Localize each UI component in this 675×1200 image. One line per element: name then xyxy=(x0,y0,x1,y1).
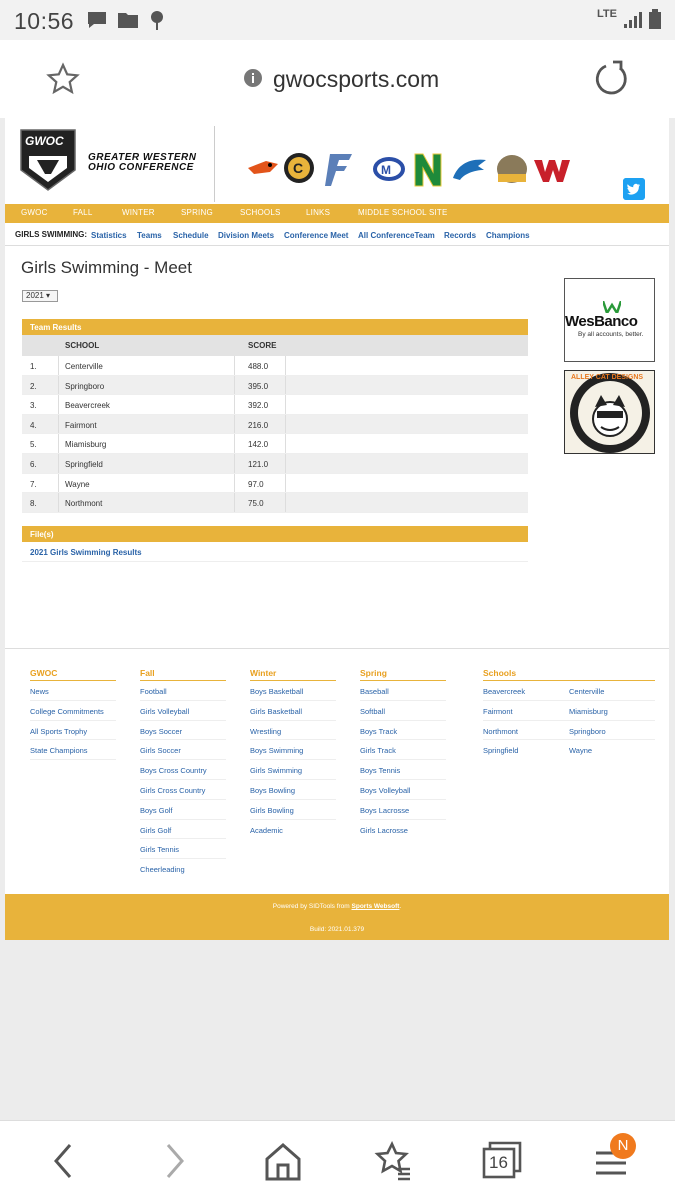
row-school: Fairmont xyxy=(65,420,97,430)
row-school: Miamisburg xyxy=(65,440,107,450)
row-rank: 3. xyxy=(30,401,37,411)
footer-link[interactable]: Girls Lacrosse xyxy=(360,825,408,835)
footer-link[interactable]: Girls Basketball xyxy=(250,701,336,721)
alley-cat-text: ALLEY CAT DESIGNS xyxy=(571,374,644,381)
subnav-teams[interactable]: Teams xyxy=(137,231,162,240)
table-row xyxy=(22,454,528,474)
miamisburg-logo-icon[interactable] xyxy=(373,157,405,181)
subnav-label: GIRLS SWIMMING: xyxy=(15,230,87,239)
conference-line1: GREATER WESTERN xyxy=(88,152,197,163)
springfield-logo-icon[interactable] xyxy=(497,155,527,183)
table-row xyxy=(22,474,528,494)
table-row xyxy=(22,356,528,376)
footer-heading: Winter xyxy=(250,668,336,681)
footer-link[interactable]: Springfield xyxy=(483,746,519,756)
wayne-logo-icon[interactable] xyxy=(534,160,570,182)
footer-link[interactable]: Boys Lacrosse xyxy=(360,800,446,820)
alley-cat-designs-ad[interactable] xyxy=(564,370,655,454)
footer-link[interactable]: Boys Tennis xyxy=(360,760,446,780)
row-rank: 1. xyxy=(30,362,37,371)
footer-heading: Schools xyxy=(483,668,655,681)
school-logos-row xyxy=(248,152,578,188)
row-school: Springboro xyxy=(65,381,105,391)
row-school: Wayne xyxy=(65,479,90,489)
page-title: Girls Swimming - Meet xyxy=(21,258,192,277)
footer-col-gwoc xyxy=(30,668,116,760)
files-header: File(s) xyxy=(22,526,528,542)
row-score: 97.0 xyxy=(248,479,264,489)
files-section xyxy=(22,526,528,562)
row-score: 75.0 xyxy=(248,499,264,509)
row-school: Centerville xyxy=(65,362,103,371)
subnav-records[interactable]: Records xyxy=(444,231,477,240)
row-score: 488.0 xyxy=(248,362,269,371)
springboro-logo-icon[interactable] xyxy=(453,160,486,180)
wesbanco-name: WesBanco xyxy=(565,313,638,330)
battery-icon xyxy=(648,8,662,30)
browser-url-bar xyxy=(0,40,675,118)
gwoc-logo[interactable] xyxy=(19,128,77,192)
row-school: Springfield xyxy=(65,459,103,469)
beavercreek-logo-icon[interactable] xyxy=(248,161,278,174)
footer-link[interactable]: All Sports Trophy xyxy=(30,721,116,741)
centerville-logo-icon[interactable] xyxy=(284,153,314,183)
subnav-statistics[interactable]: Statistics xyxy=(91,231,127,240)
table-row xyxy=(22,376,528,396)
row-rank: 7. xyxy=(30,479,37,489)
powered-by: Powered by SIDTools from Sports Websoft. xyxy=(272,903,402,910)
nav-fall[interactable]: FALL xyxy=(73,208,93,217)
footer-link[interactable]: Girls Volleyball xyxy=(140,701,226,721)
footer-link[interactable]: College Commitments xyxy=(30,701,116,721)
footer-link[interactable]: Springboro xyxy=(569,721,655,741)
col-school: SCHOOL xyxy=(65,341,100,350)
logo-text: GWOC xyxy=(25,134,64,148)
subnav-conference-meet[interactable]: Conference Meet xyxy=(284,231,349,240)
footer-link[interactable]: Boys Track xyxy=(360,721,446,741)
footer-link[interactable]: Boys Soccer xyxy=(140,721,226,741)
row-score: 142.0 xyxy=(248,440,269,450)
team-results-header: Team Results xyxy=(22,319,528,335)
table-row xyxy=(22,395,528,415)
footer-link[interactable]: Girls Track xyxy=(360,740,446,760)
year-select[interactable]: 2021 ▾ xyxy=(22,290,58,302)
footer-col-schools xyxy=(483,668,655,756)
powered-prefix: Powered by SIDTools from xyxy=(272,903,352,910)
footer-heading: GWOC xyxy=(30,668,116,681)
subnav-division-meets[interactable]: Division Meets xyxy=(218,231,275,240)
row-rank: 6. xyxy=(30,459,37,469)
row-rank: 4. xyxy=(30,420,37,430)
footer-link[interactable]: Boys Volleyball xyxy=(360,780,446,800)
table-header-row xyxy=(22,335,528,356)
nav-gwoc[interactable]: GWOC xyxy=(21,208,48,217)
site-footer xyxy=(5,894,669,940)
schools-left-col xyxy=(483,681,569,760)
row-school: Northmont xyxy=(65,499,103,509)
status-bar xyxy=(0,0,675,40)
table-row xyxy=(22,493,528,513)
location-icon xyxy=(149,10,165,32)
wesbanco-mark-icon xyxy=(603,301,621,313)
footer-divider xyxy=(5,648,669,649)
footer-link[interactable]: Academic xyxy=(250,825,283,835)
bookmark-star-icon[interactable] xyxy=(46,62,80,96)
footer-link[interactable]: Boys Golf xyxy=(140,800,226,820)
footer-col-spring xyxy=(360,668,446,839)
footer-link[interactable]: Softball xyxy=(360,701,446,721)
footer-col-winter xyxy=(250,668,336,839)
col-score: SCORE xyxy=(248,341,277,350)
wesbanco-tagline: By all accounts, better. xyxy=(578,331,644,338)
footer-link[interactable]: Miamisburg xyxy=(569,701,655,721)
results-file-link[interactable]: 2021 Girls Swimming Results xyxy=(22,542,528,562)
tab-count: 16 xyxy=(489,1153,508,1172)
footer-link[interactable]: Boys Swimming xyxy=(250,740,336,760)
svg-text:M: M xyxy=(381,163,391,177)
status-time: 10:56 xyxy=(14,8,75,34)
footer-link[interactable]: Beavercreek xyxy=(483,681,569,701)
row-score: 395.0 xyxy=(248,381,269,391)
footer-link[interactable]: Girls Golf xyxy=(140,820,226,840)
footer-link[interactable]: Fairmont xyxy=(483,701,569,721)
team-results-table xyxy=(22,319,528,513)
conference-line2: OHIO CONFERENCE xyxy=(88,162,194,173)
footer-link[interactable]: Girls Swimming xyxy=(250,760,336,780)
web-page xyxy=(5,118,669,940)
twitter-icon[interactable] xyxy=(623,178,645,200)
subnav-all-conference[interactable]: All ConferenceTeam xyxy=(358,231,435,240)
folder-icon xyxy=(117,10,139,30)
nav-middle-school[interactable]: MIDDLE SCHOOL SITE xyxy=(358,208,448,217)
subnav-schedule[interactable]: Schedule xyxy=(173,231,209,240)
row-score: 392.0 xyxy=(248,401,269,411)
url-text[interactable]: gwocsports.com xyxy=(273,66,440,92)
home-icon[interactable] xyxy=(264,1141,302,1181)
footer-link[interactable]: News xyxy=(30,681,116,701)
row-rank: 8. xyxy=(30,499,37,509)
row-score: 216.0 xyxy=(248,420,269,430)
footer-link[interactable]: Football xyxy=(140,681,226,701)
footer-link[interactable]: Boys Cross Country xyxy=(140,760,226,780)
footer-link[interactable]: Girls Soccer xyxy=(140,740,226,760)
nav-winter[interactable]: WINTER xyxy=(122,208,155,217)
signal-icon xyxy=(622,10,642,30)
browser-bottom-nav xyxy=(0,1120,675,1200)
footer-link[interactable]: Boys Bowling xyxy=(250,780,336,800)
nav-schools[interactable]: SCHOOLS xyxy=(240,208,281,217)
svg-text:C: C xyxy=(293,160,304,176)
northmont-logo-icon[interactable] xyxy=(415,154,441,186)
wesbanco-ad[interactable] xyxy=(564,278,655,362)
conference-name xyxy=(88,153,196,173)
alley-cat-logo-icon xyxy=(565,371,656,455)
footer-link[interactable]: Cheerleading xyxy=(140,865,185,875)
footer-link[interactable]: Girls Bowling xyxy=(250,800,336,820)
footer-link[interactable]: Wayne xyxy=(569,746,593,756)
footer-heading: Fall xyxy=(140,668,226,681)
sport-subnav xyxy=(5,224,669,246)
nav-links[interactable]: LINKS xyxy=(306,208,331,217)
build-number: Build: 2021.01.379 xyxy=(309,926,365,933)
row-rank: 2. xyxy=(30,381,37,391)
table-row xyxy=(22,415,528,435)
header-divider xyxy=(214,126,215,202)
footer-link[interactable]: Girls Tennis xyxy=(140,839,226,859)
fairmont-logo-icon[interactable] xyxy=(325,154,352,186)
info-icon[interactable] xyxy=(243,68,263,88)
footer-link[interactable]: Baseball xyxy=(360,681,446,701)
footer-link[interactable]: Boys Basketball xyxy=(250,681,336,701)
profile-badge[interactable]: N xyxy=(610,1133,636,1159)
message-icon xyxy=(86,10,108,30)
footer-link[interactable]: Girls Cross Country xyxy=(140,780,226,800)
network-type: LTE xyxy=(597,8,617,20)
table-row xyxy=(22,434,528,454)
footer-heading: Spring xyxy=(360,668,446,681)
row-school: Beavercreek xyxy=(65,401,110,411)
footer-link[interactable]: Centerville xyxy=(569,681,655,701)
subnav-champions[interactable]: Champions xyxy=(486,231,530,240)
sports-websoft-link[interactable]: Sports Websoft xyxy=(351,903,400,910)
footer-col-fall xyxy=(140,668,226,879)
bookmarks-icon[interactable] xyxy=(374,1141,412,1181)
reload-icon[interactable] xyxy=(594,60,632,98)
row-score: 121.0 xyxy=(248,459,269,469)
schools-right-col xyxy=(569,681,655,760)
main-nav xyxy=(5,204,669,223)
row-rank: 5. xyxy=(30,440,37,450)
footer-link[interactable]: State Champions xyxy=(30,740,116,760)
forward-icon[interactable] xyxy=(160,1141,190,1181)
footer-link[interactable]: Wrestling xyxy=(250,721,336,741)
nav-spring[interactable]: SPRING xyxy=(181,208,213,217)
footer-link[interactable]: Northmont xyxy=(483,721,569,741)
back-icon[interactable] xyxy=(48,1141,78,1181)
